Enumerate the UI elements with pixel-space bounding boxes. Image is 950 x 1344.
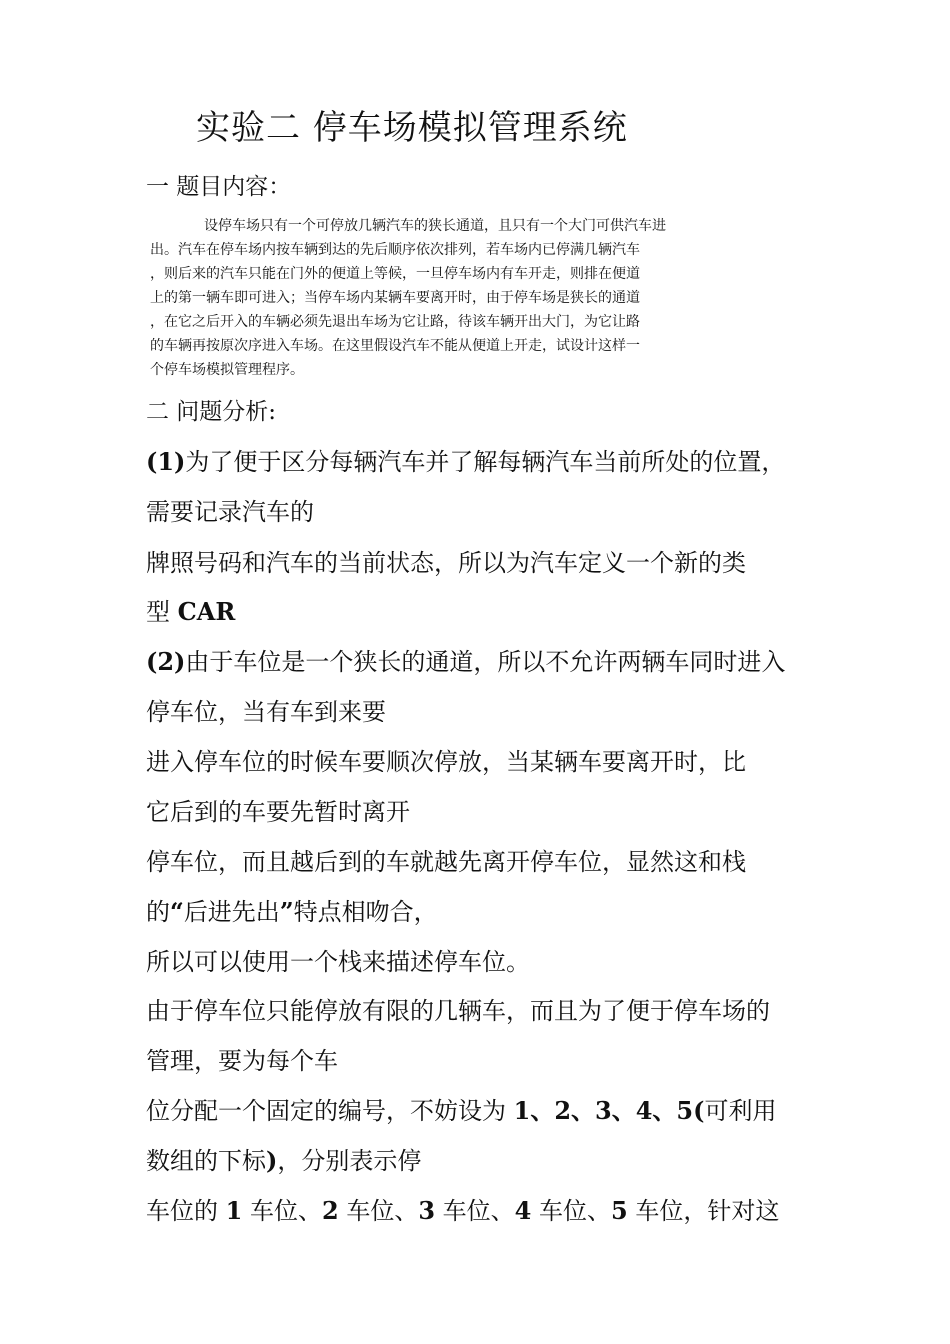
analysis-line-4: 型 CAR xyxy=(146,597,236,626)
item-number: (2) xyxy=(146,647,186,676)
analysis-line-9: 停车位，而且越后到的车就越先离开停车位，显然这和栈 xyxy=(146,848,746,876)
problem-line-7: 个停车场模拟管理程序。 xyxy=(150,362,304,378)
problem-line-5: ，在它之后开入的车辆必须先退出车场为它让路，待该车辆开出大门，为它让路 xyxy=(150,314,640,330)
problem-line-2: 出。汽车在停车场内按车辆到达的先后顺序依次排列，若车场内已停满几辆汽车 xyxy=(150,242,640,258)
section2-heading: 二 问题分析: xyxy=(146,399,277,425)
problem-line-4: 上的第一辆车即可进入；当停车场内某辆车要离开时，由于停车场是狭长的通道 xyxy=(150,290,640,306)
problem-line-1: 设停车场只有一个可停放几辆汽车的狭长通道，且只有一个大门可供汽车进 xyxy=(204,218,666,234)
analysis-line-15: 数组的下标)，分别表示停 xyxy=(146,1146,422,1175)
analysis-line-10: 的“后进先出”特点相吻合， xyxy=(146,897,438,926)
analysis-line-2: 需要记录汽车的 xyxy=(146,498,314,526)
analysis-line-14: 位分配一个固定的编号，不妨设为 1、2、3、4、5(可利用 xyxy=(146,1096,777,1125)
analysis-line-3: 牌照号码和汽车的当前状态，所以为汽车定义一个新的类 xyxy=(146,549,746,577)
analysis-line-5: (2)由于车位是一个狭长的通道，所以不允许两辆车同时进入 xyxy=(146,647,786,676)
section1-heading: 一 题目内容： xyxy=(146,174,292,200)
item-number: (1) xyxy=(146,447,186,476)
analysis-line-8: 它后到的车要先暂时离开 xyxy=(146,798,410,826)
problem-line-3: ，则后来的汽车只能在门外的便道上等候，一旦停车场内有车开走，则排在便道 xyxy=(150,266,640,282)
analysis-line-12: 由于停车位只能停放有限的几辆车，而且为了便于停车场的 xyxy=(146,997,770,1025)
analysis-line-6: 停车位，当有车到来要 xyxy=(146,698,386,726)
analysis-line-13: 管理，要为每个车 xyxy=(146,1047,338,1075)
type-name: CAR xyxy=(177,597,236,626)
document-title: 实验二 停车场模拟管理系统 xyxy=(196,108,628,148)
problem-line-6: 的车辆再按原次序进入车场。在这里假设汽车不能从便道上开走，试设计这样一 xyxy=(150,338,640,354)
analysis-line-11: 所以可以使用一个栈来描述停车位。 xyxy=(146,948,530,976)
analysis-line-16: 车位的 1 车位、2 车位、3 车位、4 车位、5 车位，针对这 xyxy=(146,1196,780,1225)
analysis-line-7: 进入停车位的时候车要顺次停放，当某辆车要离开时，比 xyxy=(146,748,746,776)
analysis-line-1: (1)为了便于区分每辆汽车并了解每辆汽车当前所处的位置， xyxy=(146,447,786,476)
